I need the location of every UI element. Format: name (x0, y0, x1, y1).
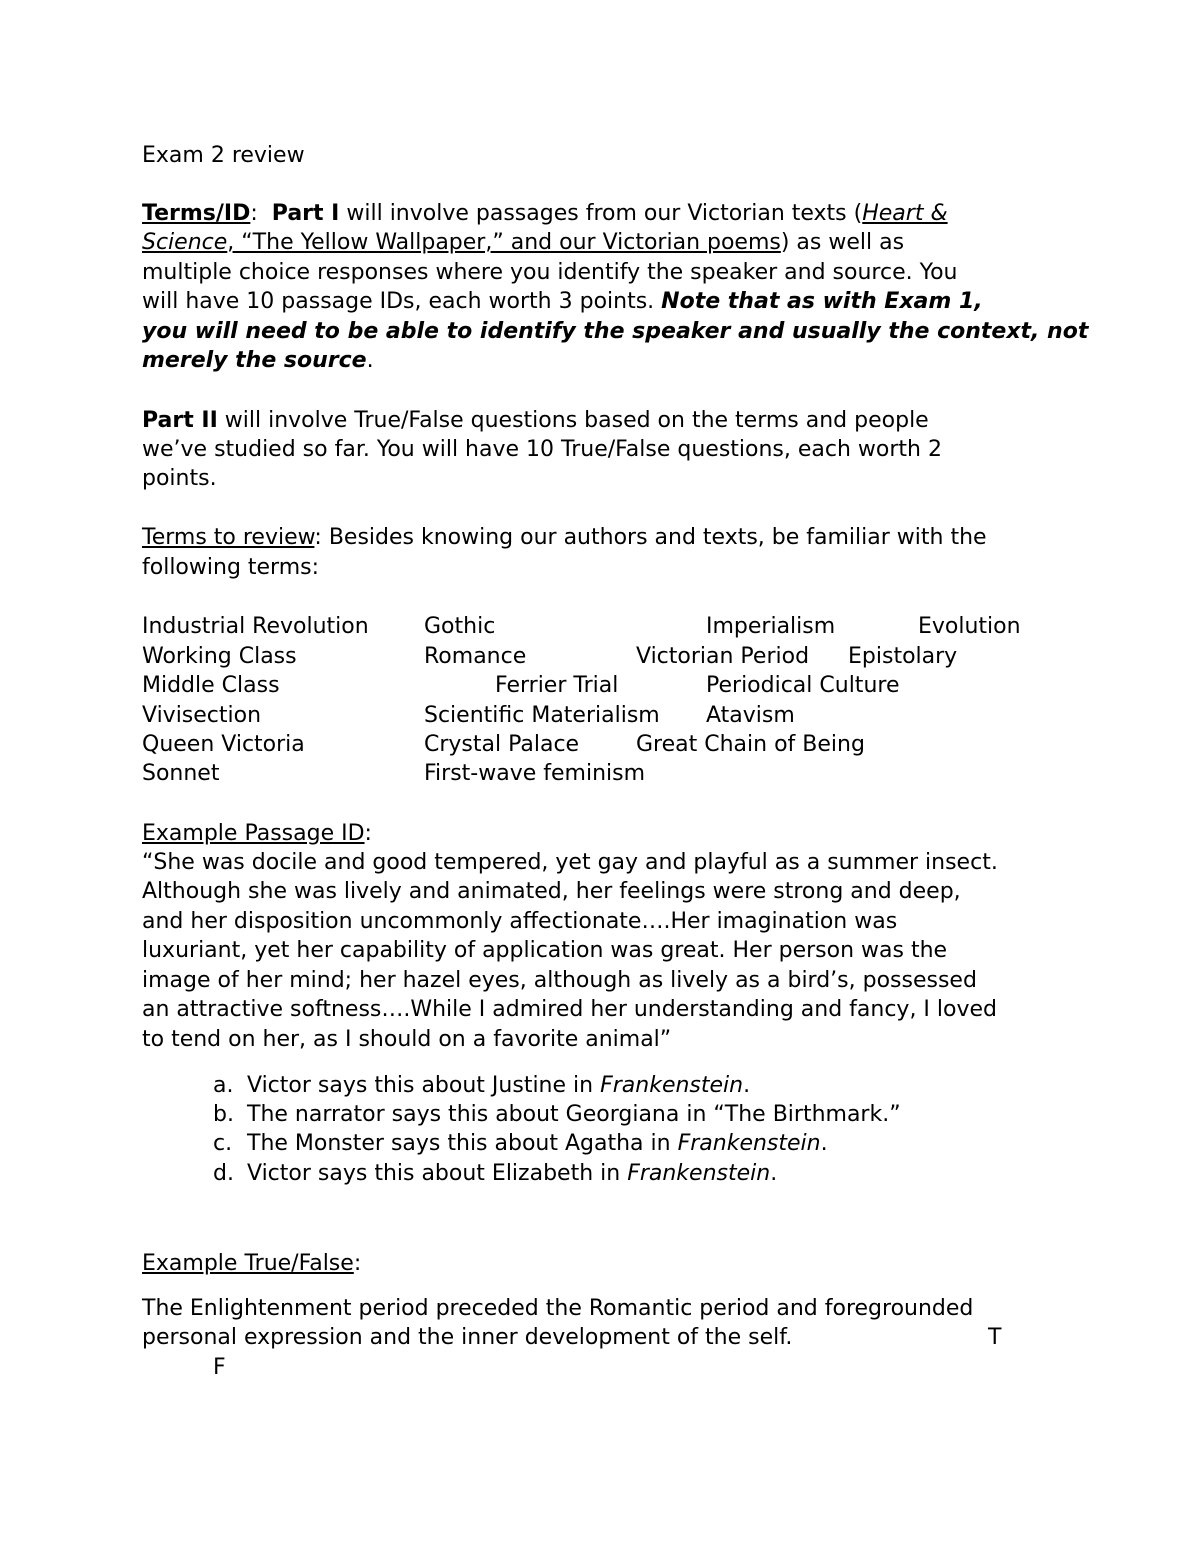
term: Scientific Materialism (424, 703, 660, 728)
part2-line-3: points. (142, 466, 217, 491)
term: Imperialism (706, 614, 836, 639)
part2-label: Part II (142, 408, 218, 433)
term: Vivisection (142, 703, 262, 728)
terms-review-line-1: Terms to review: Besides knowing our authors and texts, be familiar with the (142, 525, 987, 550)
term: Gothic (424, 614, 496, 639)
term: Crystal Palace (424, 732, 580, 757)
example-tf-heading: Example True/False: (142, 1251, 362, 1276)
part1-line-3: multiple choice responses where you identify the speaker and source. You (142, 260, 958, 285)
term: Ferrier Trial (495, 673, 619, 698)
part1-line-5: you will need to be able to identify the speaker and usually the context, not (142, 319, 1089, 344)
term: Victorian Period (636, 644, 810, 669)
term: Queen Victoria (142, 732, 305, 757)
example-tf-label: Example True/False (142, 1251, 354, 1276)
part1-line-4: will have 10 passage IDs, each worth 3 points. Note that as with Exam 1, (142, 289, 983, 314)
terms-review-line-2: following terms: (142, 555, 320, 580)
passage-line: luxuriant, yet her capability of application was great. Her person was the (142, 938, 948, 963)
part1-line-1: Terms/ID: Part I will involve passages from our Victorian texts (Heart & (142, 201, 948, 226)
term: Periodical Culture (706, 673, 900, 698)
answer-option-d: d. Victor says this about Elizabeth in Frankenstein. (213, 1161, 778, 1186)
example-passage-heading: Example Passage ID: (142, 821, 372, 846)
term: Epistolary (848, 644, 958, 669)
document-title: Exam 2 review (142, 143, 305, 168)
part1-line-2: Science, “The Yellow Wallpaper,” and our Victorian poems) as well as (142, 230, 905, 255)
passage-line: “She was docile and good tempered, yet gay and playful as a summer insect. (142, 850, 998, 875)
tf-true-marker: T (988, 1325, 1002, 1350)
term: Evolution (918, 614, 1021, 639)
terms-review-label: Terms to review (142, 525, 315, 550)
term: Industrial Revolution (142, 614, 369, 639)
term: Working Class (142, 644, 297, 669)
term: Romance (424, 644, 527, 669)
term: Middle Class (142, 673, 280, 698)
passage-line: to tend on her, as I should on a favorite animal” (142, 1027, 672, 1052)
passage-line: an attractive softness….While I admired her understanding and fancy, I loved (142, 997, 998, 1022)
term: First-wave feminism (424, 761, 646, 786)
tf-line-2: personal expression and the inner development of the self. (142, 1325, 793, 1350)
answer-option-a: a. Victor says this about Justine in Frankenstein. (213, 1073, 751, 1098)
term: Sonnet (142, 761, 220, 786)
passage-line: and her disposition uncommonly affectionate….Her imagination was (142, 909, 898, 934)
part1-label: Part I (271, 201, 340, 226)
terms-id-label: Terms/ID (142, 201, 251, 226)
example-passage-label: Example Passage ID (142, 821, 365, 846)
term: Great Chain of Being (636, 732, 865, 757)
part1-line-6: merely the source. (142, 348, 374, 373)
part2-line-2: we’ve studied so far. You will have 10 True/False questions, each worth 2 (142, 437, 942, 462)
tf-line-1: The Enlightenment period preceded the Romantic period and foregrounded (142, 1296, 974, 1321)
exam-note: Note that as with Exam 1, (661, 289, 983, 314)
answer-option-c: c. The Monster says this about Agatha in Frankenstein. (213, 1131, 828, 1156)
passage-line: Although she was lively and animated, her feelings were strong and deep, (142, 879, 961, 904)
passage-line: image of her mind; her hazel eyes, although as lively as a bird’s, possessed (142, 968, 977, 993)
term: Atavism (706, 703, 795, 728)
part2-line-1: Part II will involve True/False questions based on the terms and people (142, 408, 929, 433)
heart-science-title: Heart & (862, 201, 948, 226)
tf-false-marker: F (213, 1355, 226, 1380)
answer-option-b: b. The narrator says this about Georgiana in “The Birthmark.” (213, 1102, 901, 1127)
